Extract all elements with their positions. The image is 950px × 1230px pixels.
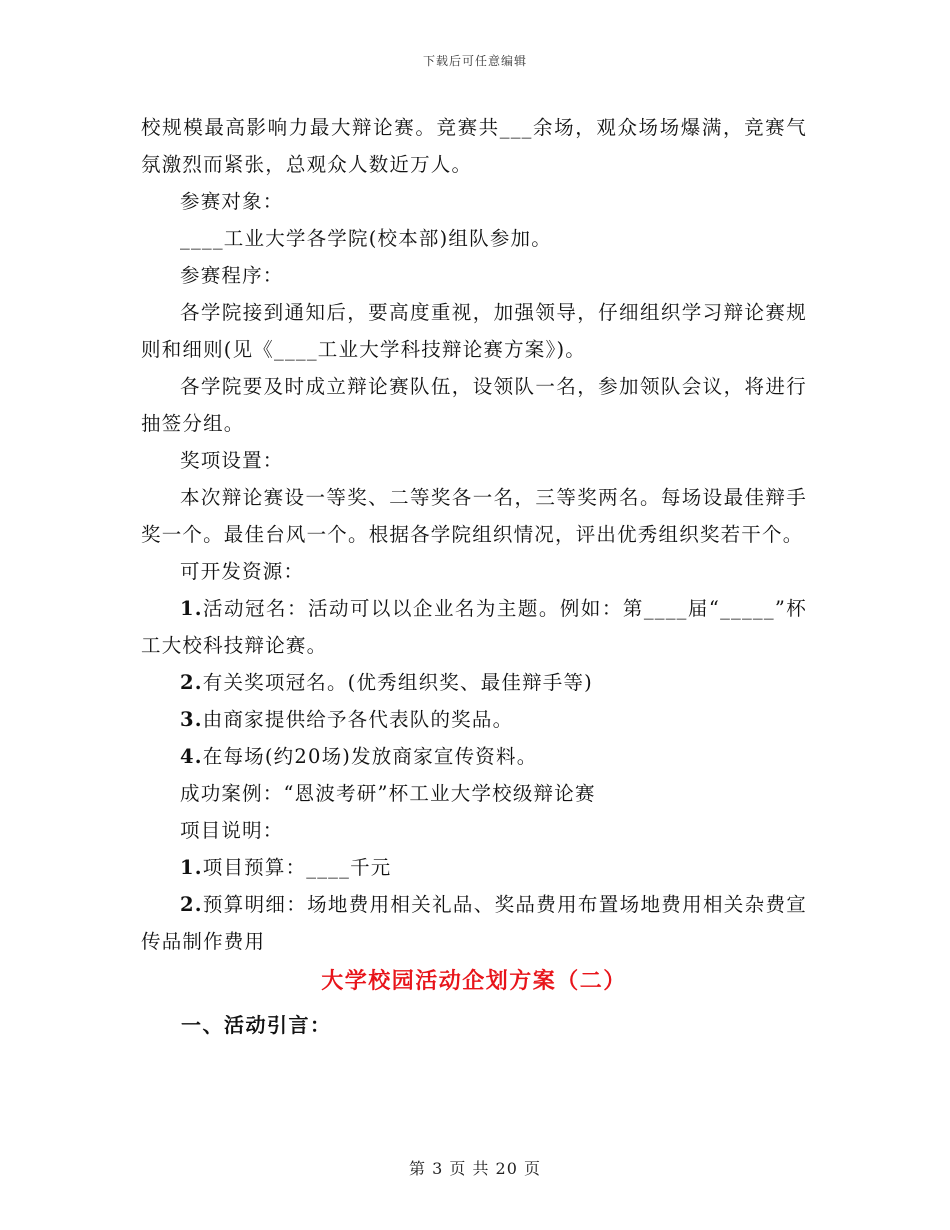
- section-title: 大学校园活动企划方案（二）: [321, 969, 627, 994]
- list-item-budget-2: [141, 886, 807, 960]
- list-item-budget-1: [141, 849, 807, 886]
- list-text: 预算明细：场地费用相关礼品、奖品费用布置场地费用相关杂费宣传品制作费用: [141, 893, 807, 953]
- list-item-resource-3: [141, 701, 807, 738]
- paragraph-project-label: 项目说明：: [180, 819, 284, 842]
- list-text: 由商家提供给予各代表队的奖品。: [202, 708, 514, 731]
- list-text: 有关奖项冠名。(优秀组织奖、最佳辩手等): [202, 671, 593, 694]
- list-item-resource-4: [141, 738, 807, 775]
- section-heading: 一、活动引言：: [181, 1013, 332, 1037]
- list-item-resource-1: [141, 590, 807, 664]
- page-footer: 第 3 页 共 20 页: [409, 1159, 541, 1178]
- paragraph-resources-label: 可开发资源：: [180, 560, 305, 583]
- paragraph-participants: ____工业大学各学院(校本部)组队参加。: [180, 227, 552, 250]
- paragraph-procedure-1: 各学院接到通知后，要高度重视，加强领导，仔细组织学习辩论赛规则和细则(见《____工业大学科技辩论赛方案》)。: [141, 301, 807, 361]
- list-number: 4.: [180, 745, 203, 768]
- paragraph-success-case: 成功案例：“恩波考研”杯工业大学校级辩论赛: [180, 782, 596, 805]
- document-body: [141, 109, 807, 1046]
- paragraph-procedure-label: 参赛程序：: [180, 264, 284, 287]
- list-number: 1.: [180, 856, 203, 879]
- list-text: 项目预算：____千元: [202, 856, 392, 879]
- paragraph-awards-label: 奖项设置：: [180, 449, 284, 472]
- paragraph-procedure-2: 各学院要及时成立辩论赛队伍，设领队一名，参加领队会议，将进行抽签分组。: [141, 375, 807, 435]
- list-number: 2.: [180, 671, 203, 694]
- list-number: 1.: [180, 597, 203, 620]
- list-item-resource-2: [141, 664, 807, 701]
- list-number: 3.: [180, 708, 203, 731]
- paragraph-awards: 本次辩论赛设一等奖、二等奖各一名，三等奖两名。每场设最佳辩手奖一个。最佳台风一个。根据各学院组织情况，评出优秀组织奖若干个。: [141, 486, 807, 546]
- list-text: 活动冠名：活动可以以企业名为主题。例如：第____届“_____”杯工大校科技辩论赛。: [141, 597, 807, 657]
- paragraph-1: 校规模最高影响力最大辩论赛。竞赛共___余场，观众场场爆满，竞赛气氛激烈而紧张，总观众人数近万人。: [141, 116, 807, 176]
- list-number: 2.: [180, 893, 203, 916]
- page-header: 下载后可任意编辑: [422, 54, 527, 68]
- paragraph-participants-label: 参赛对象：: [180, 190, 284, 213]
- list-text: 在每场(约20场)发放商家宣传资料。: [202, 745, 538, 768]
